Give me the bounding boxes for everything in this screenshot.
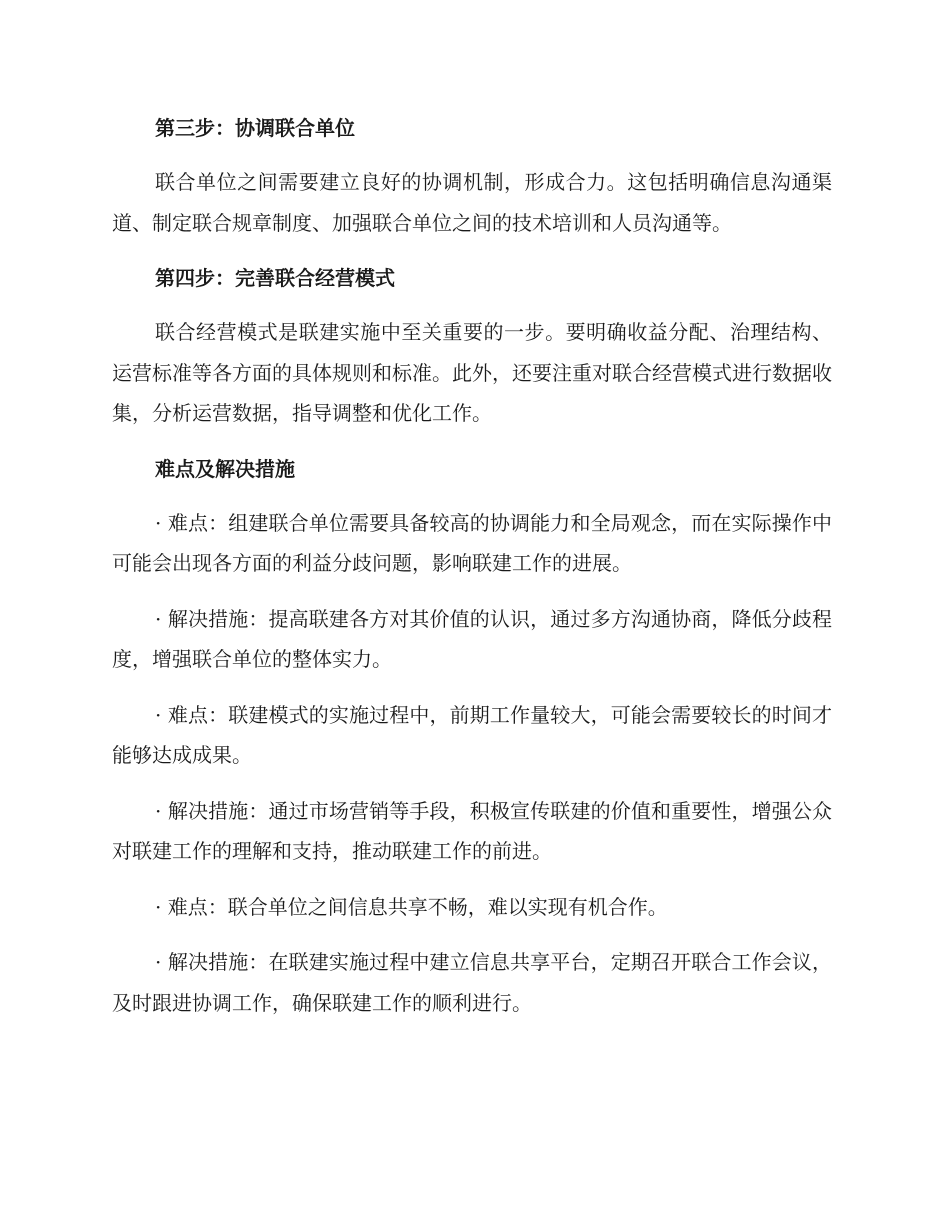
bullet-difficulty-3: · 难点：联合单位之间信息共享不畅，难以实现有机合作。 — [155, 894, 668, 919]
paragraph-step-four: 联合经营模式是联建实施中至关重要的一步。要明确收益分配、治理结构、运营标准等各方面的具体规则和标准。此外，还要注重对联合经营模式进行数据收集，分析运营数据，指导调整和优化工作。 — [112, 320, 832, 425]
bullet-solution-2: · 解决措施：通过市场营销等手段，积极宣传联建的价值和重要性，增强公众对联建工作的理解和支持，推动联建工作的前进。 — [112, 798, 832, 863]
document-page — [112, 108, 832, 1023]
bullet-difficulty-2: · 难点：联建模式的实施过程中，前期工作量较大，可能会需要较长的时间才能够达成成果。 — [112, 702, 832, 767]
section-heading-step-three: 第三步：协调联合单位 — [155, 116, 355, 140]
bullet-difficulty-1: · 难点：组建联合单位需要具备较高的协调能力和全局观念，而在实际操作中可能会出现各方面的利益分歧问题，影响联建工作的进展。 — [112, 510, 832, 575]
bullet-solution-3: · 解决措施：在联建实施过程中建立信息共享平台，定期召开联合工作会议，及时跟进协调工作，确保联建工作的顺利进行。 — [112, 950, 832, 1015]
bullet-solution-1: · 解决措施：提高联建各方对其价值的认识，通过多方沟通协商，降低分歧程度，增强联合单位的整体实力。 — [112, 606, 832, 671]
section-heading-step-four: 第四步：完善联合经营模式 — [155, 266, 395, 290]
paragraph-step-three: 联合单位之间需要建立良好的协调机制，形成合力。这包括明确信息沟通渠道、制定联合规章制度、加强联合单位之间的技术培训和人员沟通等。 — [112, 170, 832, 235]
section-heading-difficulties: 难点及解决措施 — [155, 456, 295, 481]
